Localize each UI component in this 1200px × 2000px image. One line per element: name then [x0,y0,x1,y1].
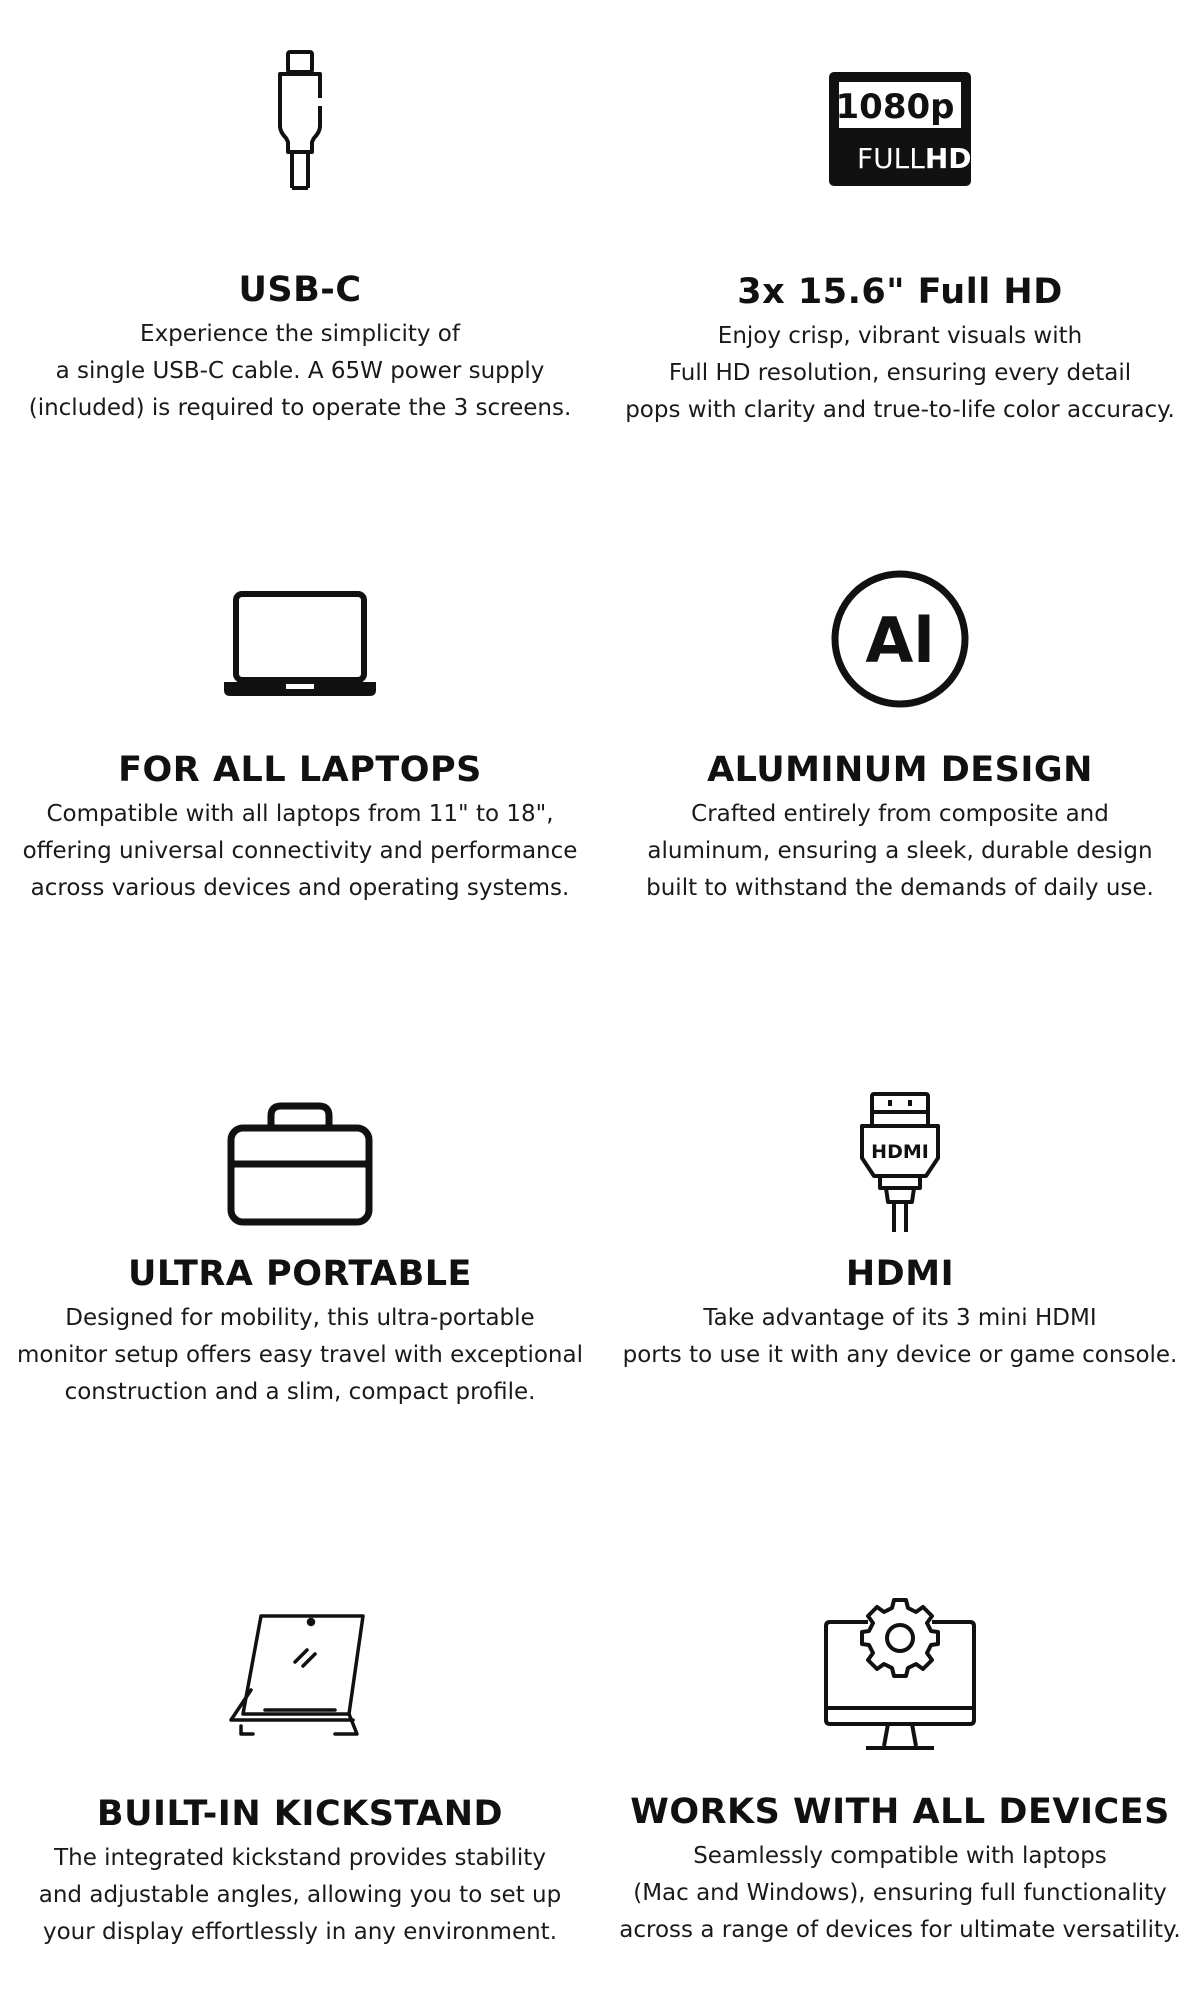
description-line: across a range of devices for ultimate versatility. [619,1917,1181,1943]
badge-resolution-text: 1080p [835,87,955,127]
description-line: (included) is required to operate the 3 screens. [28,395,572,421]
feature-description [0,1840,600,1951]
description-line: and adjustable angles, allowing you to set up [38,1882,562,1908]
description-line: Take advantage of its 3 mini HDMI [703,1305,1097,1331]
feature-title: BUILT-IN KICKSTAND [96,1794,504,1834]
hdmi-connector-icon [600,1090,1200,1236]
feature-ultra-portable [0,1000,600,1460]
feature-title: ALUMINUM DESIGN [707,750,1093,790]
feature-built-in-kickstand [0,1540,600,2000]
feature-description [600,318,1200,429]
description-line: The integrated kickstand provides stability [54,1845,546,1871]
feature-title: FOR ALL LAPTOPS [118,750,482,790]
feature-description [600,796,1200,907]
description-line: a single USB-C cable. A 65W power supply [55,358,545,384]
description-line: aluminum, ensuring a sleek, durable design [647,838,1153,864]
description-line: pops with clarity and true-to-life color accuracy. [625,397,1175,423]
feature-description [0,1300,600,1411]
feature-hdmi [600,1000,1200,1460]
description-line: Crafted entirely from composite and [691,801,1109,827]
feature-description [600,1300,1200,1374]
hdmi-label-text: HDMI [871,1141,929,1163]
aluminum-al-circle-icon [600,568,1200,710]
description-line: Full HD resolution, ensuring every detail [668,360,1132,386]
feature-title: HDMI [845,1254,955,1294]
description-line: across various devices and operating systems. [30,875,570,901]
laptop-icon [0,590,600,700]
description-line: your display effortlessly in any environment. [42,1919,558,1945]
full-hd-badge-icon [600,72,1200,186]
feature-works-with-all-devices [600,1540,1200,2000]
briefcase-icon [0,1100,600,1228]
feature-title: WORKS WITH ALL DEVICES [630,1792,1170,1832]
feature-title: ULTRA PORTABLE [128,1254,472,1294]
kickstand-tablet-icon [0,1610,600,1740]
feature-aluminum-design [600,500,1200,960]
description-line: construction and a slim, compact profile. [64,1379,536,1405]
feature-title: 3x 15.6" Full HD [737,272,1063,312]
description-line: ports to use it with any device or game console. [622,1342,1178,1368]
description-line: Experience the simplicity of [140,321,460,347]
description-line: Designed for mobility, this ultra-portable [65,1305,535,1331]
usb-c-cable-icon [0,48,600,194]
description-line: Enjoy crisp, vibrant visuals with [717,323,1083,349]
feature-full-hd [600,0,1200,460]
feature-description [0,316,600,427]
aluminum-symbol-text: Al [865,604,935,677]
feature-description [0,796,600,907]
monitor-gear-icon [600,1596,1200,1756]
description-line: (Mac and Windows), ensuring full functionality [633,1880,1167,1906]
feature-description [600,1838,1200,1949]
description-line: Seamlessly compatible with laptops [693,1843,1107,1869]
svg-text:FULLHD [857,142,971,175]
feature-usb-c [0,0,600,460]
badge-full-text: FULL [857,142,925,175]
description-line: Compatible with all laptops from 11" to 18", [46,801,554,827]
description-line: monitor setup offers easy travel with exceptional [17,1342,583,1368]
description-line: offering universal connectivity and performance [22,838,578,864]
badge-hd-text: HD [924,142,971,175]
feature-all-laptops [0,500,600,960]
description-line: built to withstand the demands of daily use. [646,875,1154,901]
feature-title: USB-C [238,270,362,310]
